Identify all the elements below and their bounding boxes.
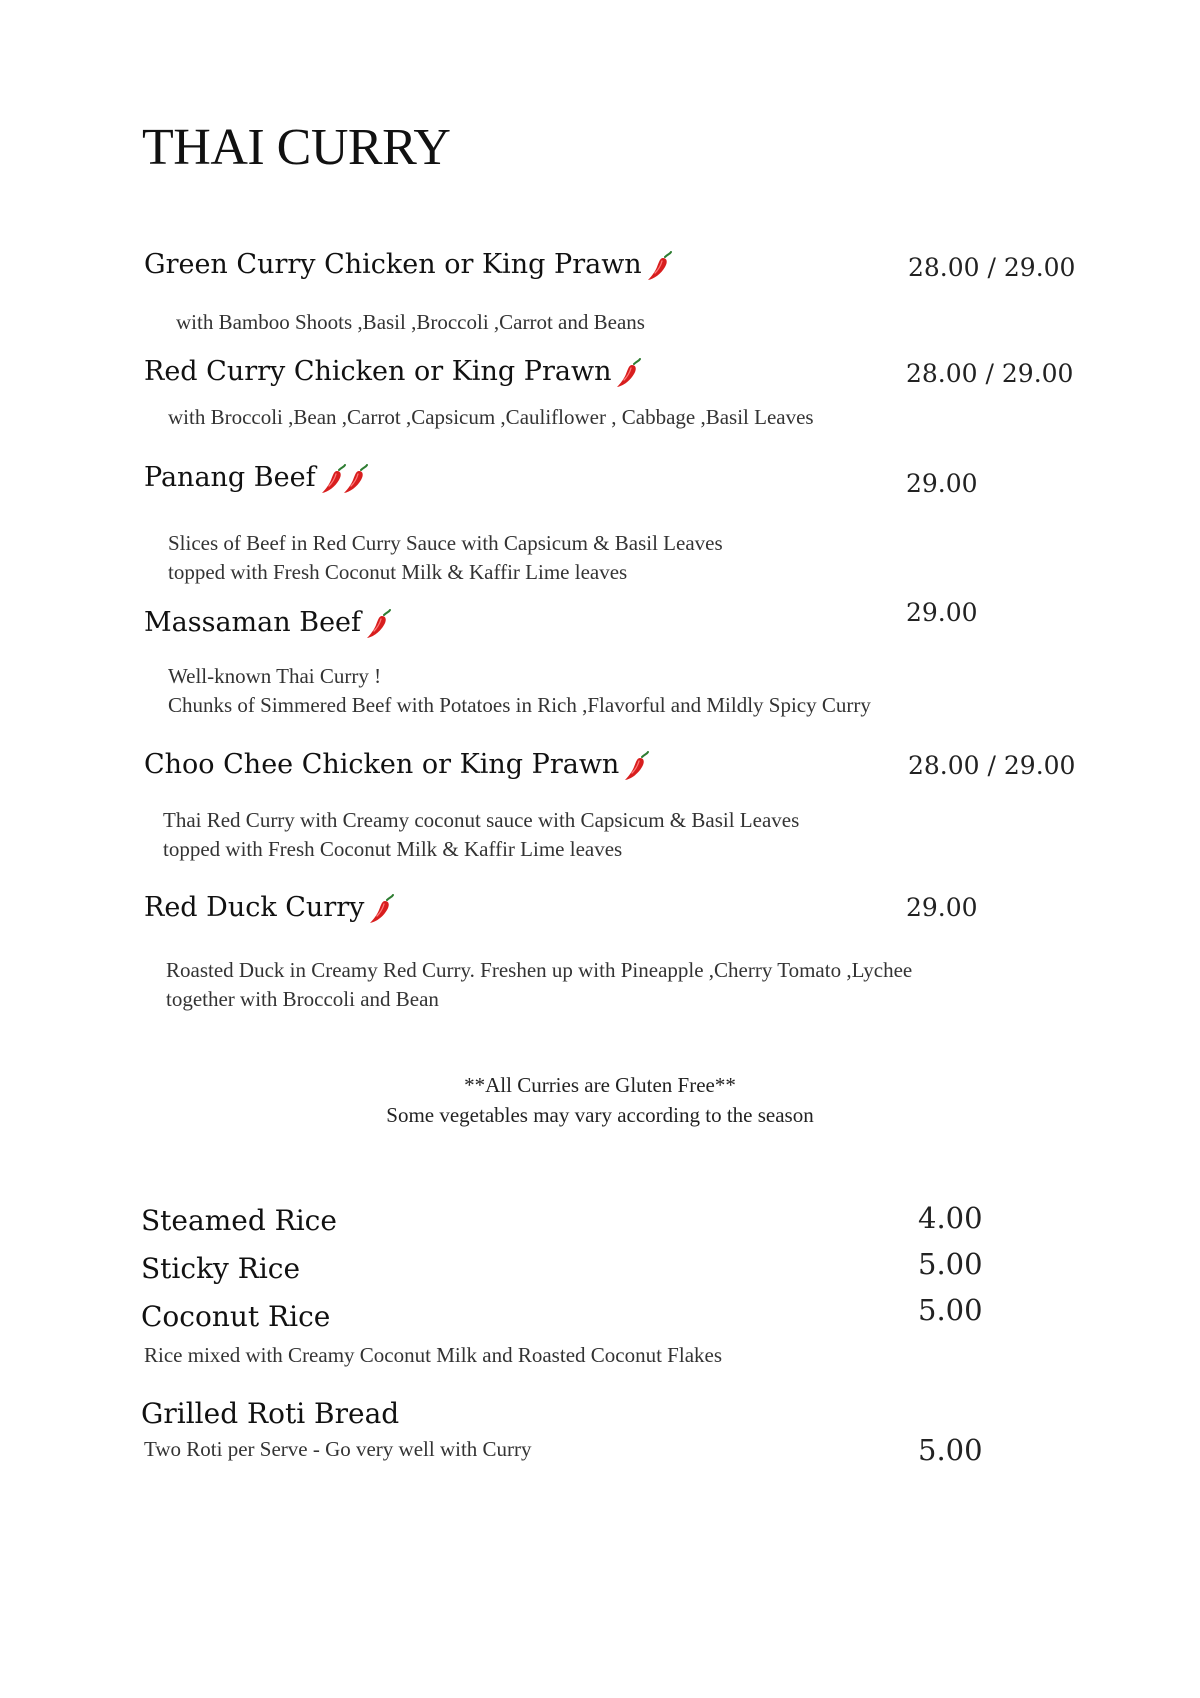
chili-icon	[646, 249, 668, 283]
side-name: Sticky Rice	[141, 1252, 301, 1285]
chili-icon	[368, 894, 394, 924]
dish-description: topped with Fresh Coconut Milk & Kaffir Lime leaves	[168, 560, 628, 584]
gluten-free-note: **All Curries are Gluten Free**	[464, 1073, 736, 1097]
chili-icon	[365, 607, 387, 641]
dish-price: 29.00	[906, 893, 978, 922]
side-description: Two Roti per Serve - Go very well with Curry	[144, 1437, 532, 1461]
dish-price: 29.00	[906, 598, 978, 627]
dish-description: Thai Red Curry with Creamy coconut sauce with Capsicum & Basil Leaves	[163, 808, 800, 832]
side-name: Coconut Rice	[141, 1300, 331, 1333]
side-price: 5.00	[918, 1293, 983, 1327]
chili-icon	[615, 356, 637, 390]
dish-description: Roasted Duck in Creamy Red Curry. Freshen up with Pineapple ,Cherry Tomato ,Lychee	[166, 958, 913, 982]
side-description: Rice mixed with Creamy Coconut Milk and Roasted Coconut Flakes	[144, 1343, 723, 1367]
side-name: Grilled Roti Bread	[141, 1397, 400, 1430]
dish-description: with Broccoli ,Bean ,Carrot ,Capsicum ,Cauliflower , Cabbage ,Basil Leaves	[168, 405, 814, 429]
side-price: 4.00	[918, 1201, 983, 1235]
dish-description: Chunks of Simmered Beef with Potatoes in Rich ,Flavorful and Mildly Spicy Curry	[168, 693, 871, 717]
dish-name: Choo Chee Chicken or King Prawn	[144, 748, 645, 783]
side-name: Steamed Rice	[141, 1204, 337, 1237]
side-price: 5.00	[918, 1433, 983, 1467]
page-title: THAI CURRY	[142, 119, 451, 176]
chili-icon	[320, 462, 364, 496]
dish-name: Red Curry Chicken or King Prawn	[144, 355, 637, 390]
chili-icon	[342, 464, 368, 494]
dish-name: Massaman Beef	[144, 606, 387, 641]
dish-price: 28.00 / 29.00	[906, 359, 1074, 388]
dish-price: 28.00 / 29.00	[908, 751, 1076, 780]
seasonal-note: Some vegetables may vary according to the season	[386, 1103, 814, 1127]
chili-icon	[368, 892, 390, 926]
dish-description: topped with Fresh Coconut Milk & Kaffir Lime leaves	[163, 837, 623, 861]
dish-description: together with Broccoli and Bean	[166, 987, 439, 1011]
dish-name: Red Duck Curry	[144, 891, 390, 926]
chili-icon	[623, 751, 649, 781]
dish-name: Panang Beef	[144, 461, 364, 496]
dish-name: Green Curry Chicken or King Prawn	[144, 248, 668, 283]
chili-icon	[365, 609, 391, 639]
dish-description: with Bamboo Shoots ,Basil ,Broccoli ,Carrot and Beans	[176, 310, 645, 334]
dish-description: Well-known Thai Curry !	[168, 664, 382, 688]
dish-price: 29.00	[906, 469, 978, 498]
chili-icon	[646, 251, 672, 281]
side-price: 5.00	[918, 1247, 983, 1281]
dish-description: Slices of Beef in Red Curry Sauce with Capsicum & Basil Leaves	[168, 531, 723, 555]
chili-icon	[623, 749, 645, 783]
dish-price: 28.00 / 29.00	[908, 253, 1076, 282]
chili-icon	[615, 358, 641, 388]
